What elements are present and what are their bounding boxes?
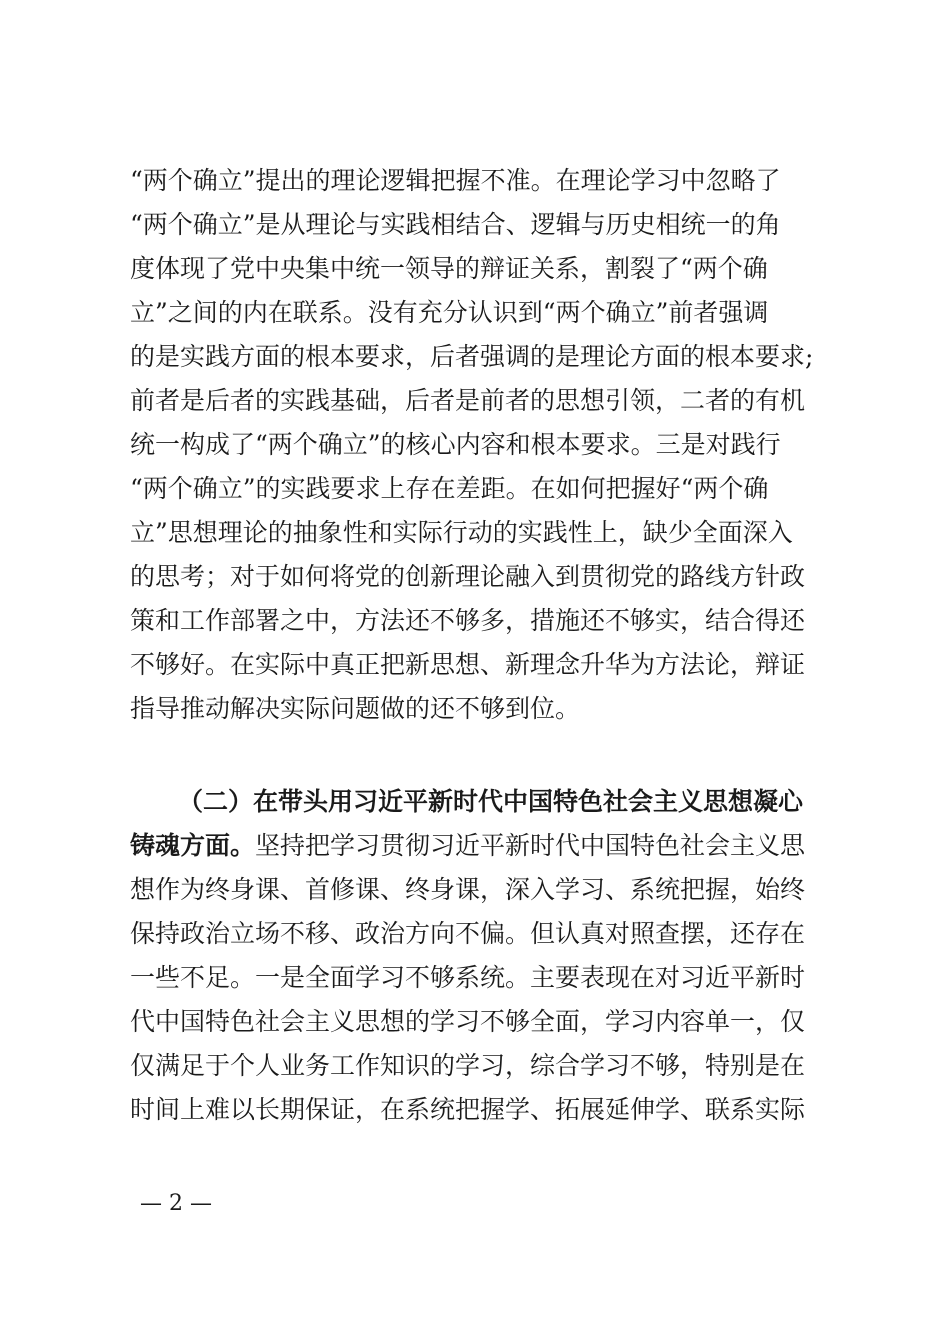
section-heading-text: （二）在带头用习近平新时代中国特色社会主义思想凝心 (178, 787, 804, 816)
text-line: 的思考；对于如何将党的创新理论融入到贯彻党的路线方针政 (130, 562, 806, 591)
text-line: 立”之间的内在联系。没有充分认识到“两个确立”前者强调 (130, 298, 769, 327)
text-line: 前者是后者的实践基础，后者是前者的思想引领，二者的有机 (130, 386, 806, 415)
text-line: 的是实践方面的根本要求，后者强调的是理论方面的根本要求; (130, 342, 814, 371)
text-line: “两个确立”的实践要求上存在差距。在如何把握好“两个确 (130, 474, 769, 503)
text-line: 仅满足于个人业务工作知识的学习，综合学习不够，特别是在 (130, 1051, 806, 1080)
text-line: 代中国特色社会主义思想的学习不够全面，学习内容单一，仅 (130, 1007, 806, 1036)
text-line: 指导推动解决实际问题做的还不够到位。 (130, 694, 581, 723)
text-line: “两个确立”提出的理论逻辑把握不准。在理论学习中忽略了 (130, 166, 781, 195)
text-line: 想作为终身课、首修课、终身课，深入学习、系统把握，始终 (130, 875, 806, 904)
paragraph-text: 坚持把学习贯彻习近平新时代中国特色社会主义思 (255, 831, 806, 860)
text-line: 保持政治立场不移、政治方向不偏。但认真对照查摆，还存在 (130, 919, 806, 948)
text-line: 不够好。在实际中真正把新思想、新理念升华为方法论，辩证 (130, 650, 806, 679)
section-heading-continuation: 铸魂方面。 (130, 831, 256, 860)
text-line: 度体现了党中央集中统一领导的辩证关系，割裂了“两个确 (130, 254, 768, 283)
page-number: — 2 — (140, 1191, 212, 1216)
text-line: 统一构成了“两个确立”的核心内容和根本要求。三是对践行 (130, 430, 781, 459)
text-line: 策和工作部署之中，方法还不够多，措施还不够实，结合得还 (130, 606, 806, 635)
text-line (130, 826, 830, 866)
text-line: 一些不足。一是全面学习不够系统。主要表现在对习近平新时 (130, 963, 806, 992)
text-line: 时间上难以长期保证，在系统把握学、拓展延伸学、联系实际 (130, 1095, 806, 1124)
text-line: “两个确立”是从理论与实践相结合、逻辑与历史相统一的角 (130, 210, 781, 239)
section-heading (178, 782, 878, 822)
text-line: 立”思想理论的抽象性和实际行动的实践性上，缺少全面深入 (130, 518, 793, 547)
